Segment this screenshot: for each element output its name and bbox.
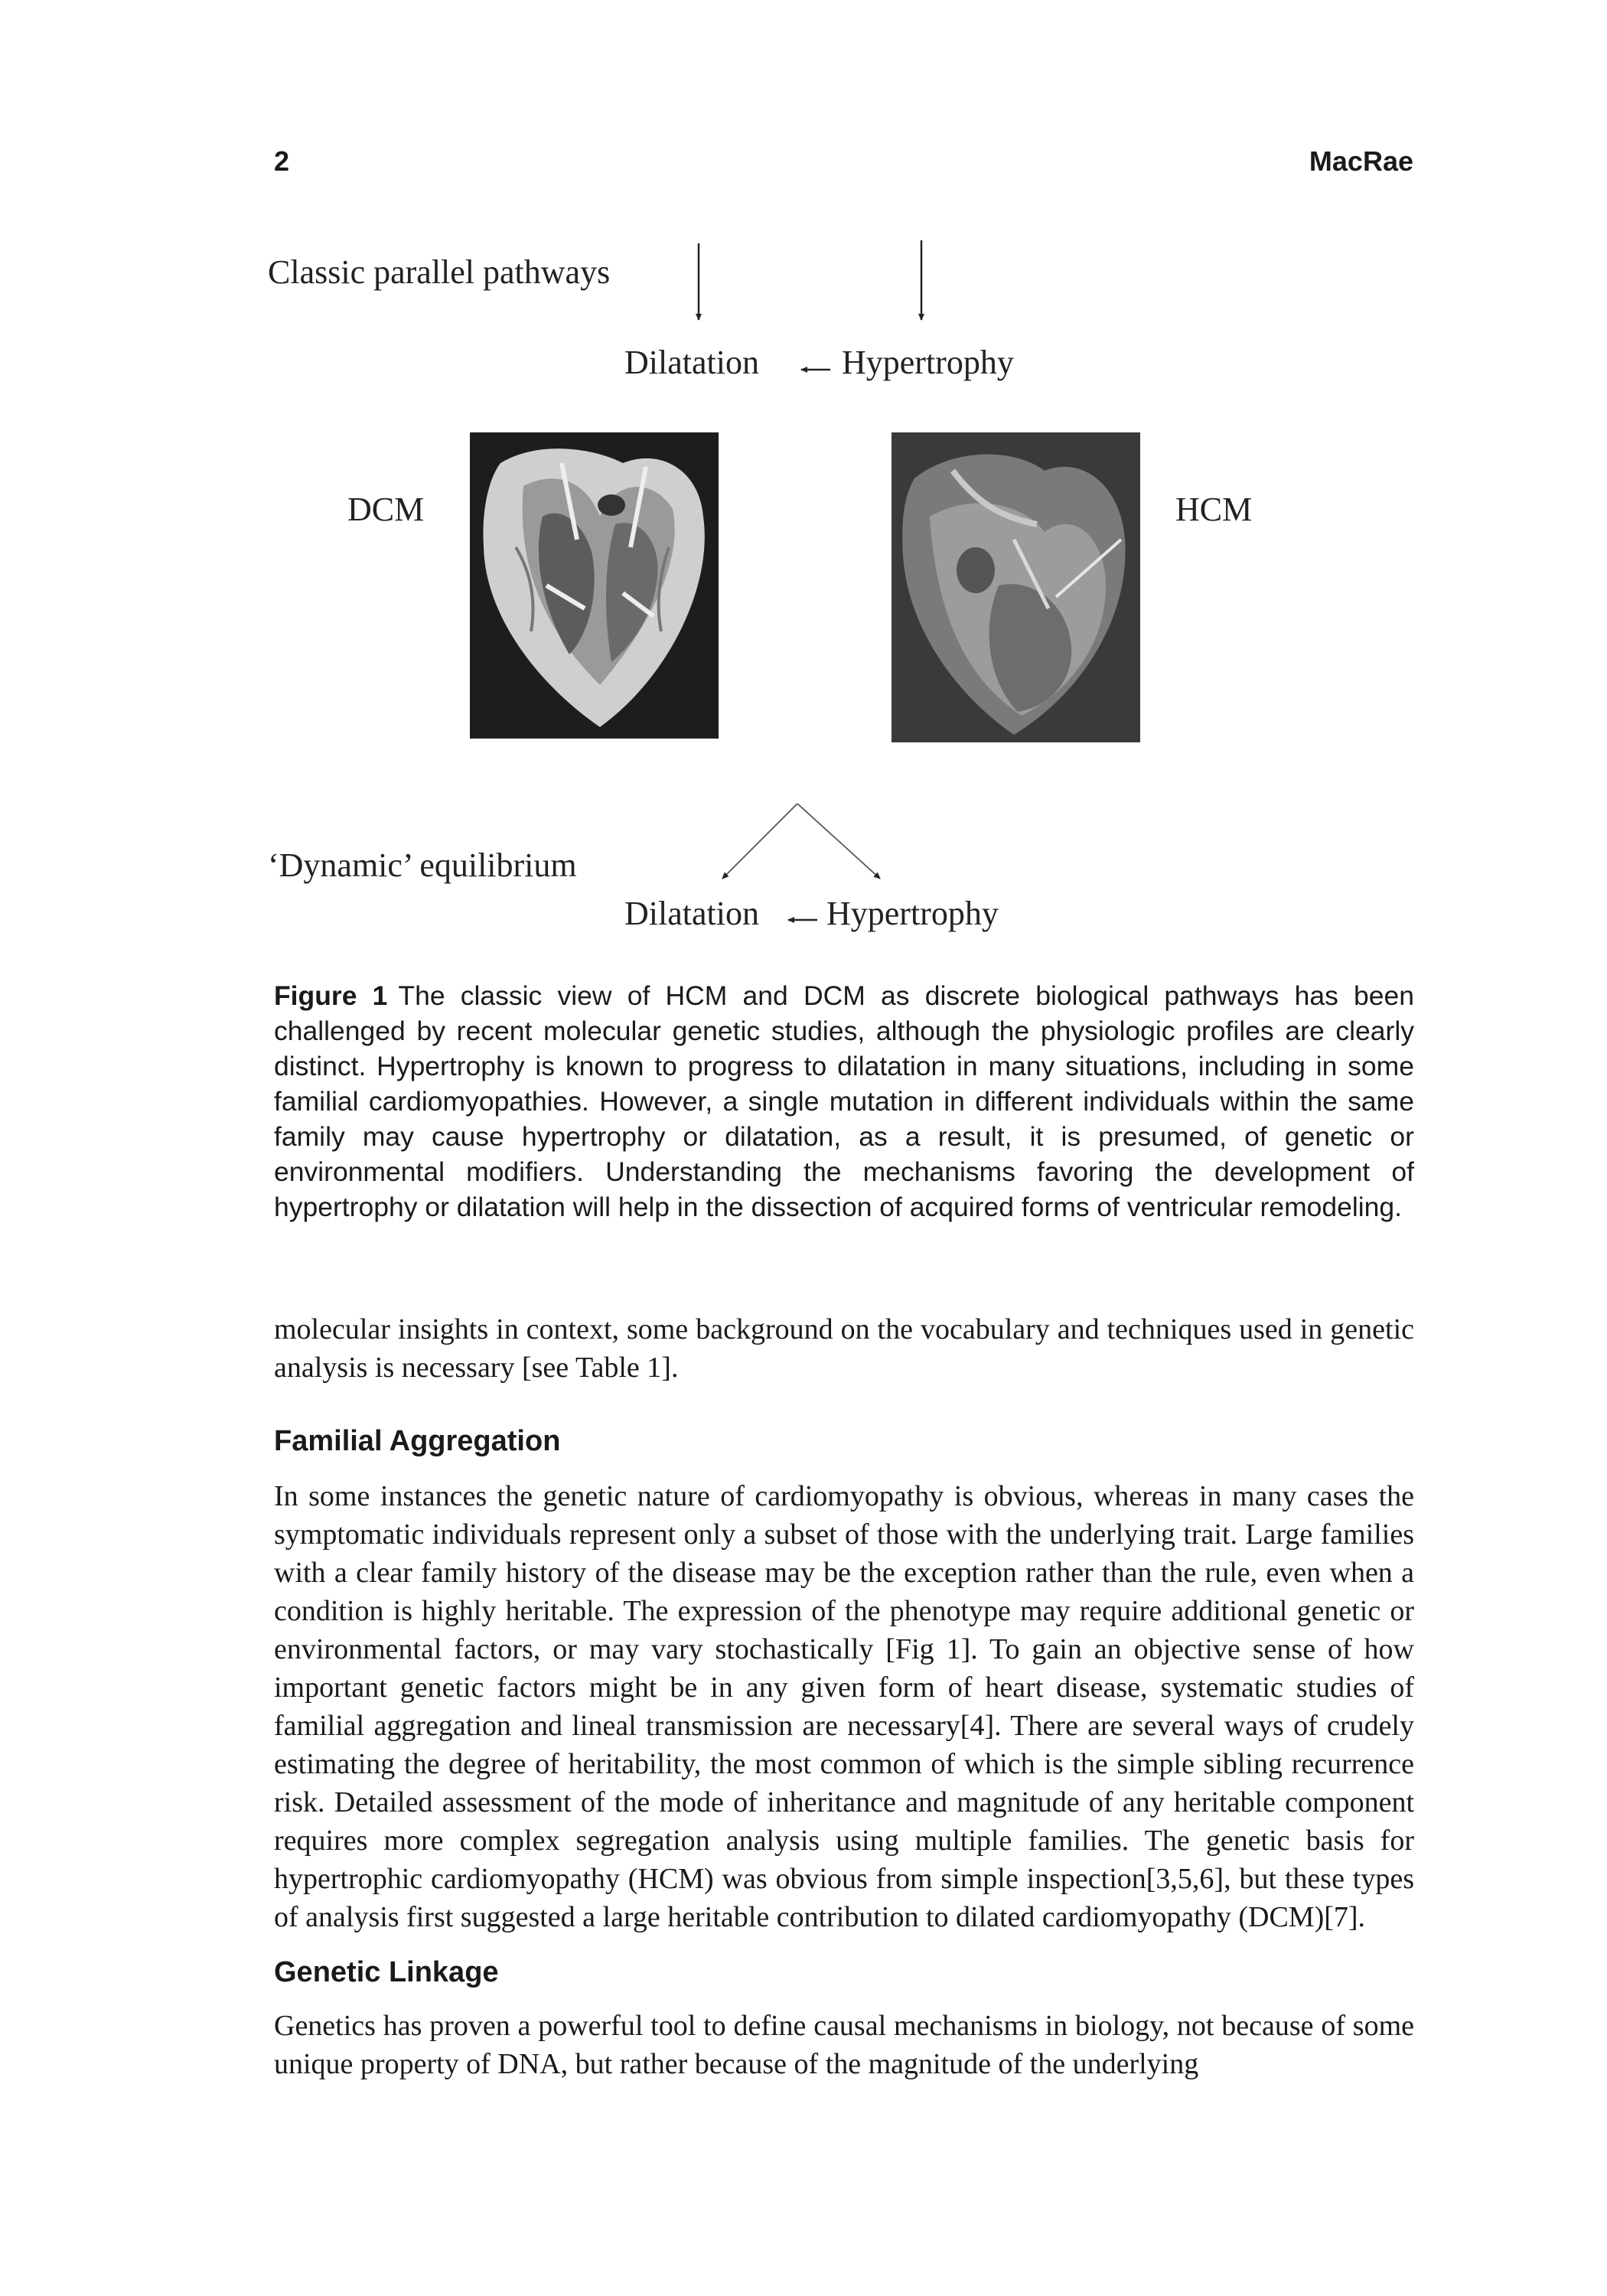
dcm-heart-image [470, 432, 719, 739]
heading-familial-aggregation: Familial Aggregation [274, 1425, 561, 1457]
label-dilatation-top: Dilatation [624, 344, 759, 381]
figure-caption [274, 978, 1414, 1225]
label-dynamic-equilibrium: ‘Dynamic’ equilibrium [268, 846, 577, 884]
label-classic-pathways: Classic parallel pathways [268, 253, 611, 291]
caption-label: Figure 1 [274, 980, 388, 1011]
page-number: 2 [274, 145, 290, 177]
arrow-tent-left [722, 804, 797, 879]
arrow-tent-right [797, 804, 880, 879]
running-head: MacRae [1309, 145, 1413, 177]
heading-genetic-linkage: Genetic Linkage [274, 1956, 499, 1988]
label-dcm: DCM [347, 491, 425, 528]
label-hcm: HCM [1175, 491, 1253, 528]
caption-text: The classic view of HCM and DCM as discrete biological pathways has been challenged by recent molecular genetic studies, although the physiologic profiles are clearly distinct. Hypertrophy is known to progress to dilatation in many situations, including in some familial cardiomyopathies. However, a single mutation in different individuals within the same family may cause hypertrophy or dilatation, as a result, it is presumed, of genetic or environmental modifiers. Understanding the mechanisms favoring the development of hypertrophy or dilatation will help in the dissection of acquired forms of ventricular remodeling. [274, 980, 1414, 1222]
genetic-linkage-paragraph: Genetics has proven a powerful tool to define causal mechanisms in biology, not because of some unique property of DNA, but rather because of the magnitude of the underlying [274, 2010, 1414, 2080]
label-dilatation-bottom: Dilatation [624, 895, 759, 932]
familial-aggregation-paragraph: In some instances the genetic nature of cardiomyopathy is obvious, whereas in many cases the symptomatic individuals represent only a subset of those with the underlying trait. Large families with a clear family history of the disease may be the exception rather than the rule, even when a condition is highly heritable. The expression of the phenotype may require additional genetic or environmental factors, or may vary stochastically [Fig 1]. To gain an objective sense of how important genetic factors might be in any given form of heart disease, systematic studies of familial aggregation and lineal transmission are necessary[4]. There are several ways of crudely estimating the degree of heritability, the most common of which is the simple sibling recurrence risk. Detailed assessment of the mode of inheritance and magnitude of any heritable component requires more complex segregation analysis using multiple families. The genetic basis for hypertrophic cardiomyopathy (HCM) was obvious from simple inspection[3,5,6], but these types of analysis first suggested a large heritable contribution to dilated cardiomyopathy (DCM)[7]. [274, 1480, 1414, 1933]
label-hypertrophy-top: Hypertrophy [842, 344, 1014, 381]
figure-1 [260, 230, 1347, 964]
intro-paragraph: molecular insights in context, some background on the vocabulary and techniques used in genetic analysis is necessary [see Table 1]. [274, 1313, 1414, 1384]
hcm-heart-image [892, 432, 1140, 742]
label-hypertrophy-bottom: Hypertrophy [826, 895, 999, 932]
